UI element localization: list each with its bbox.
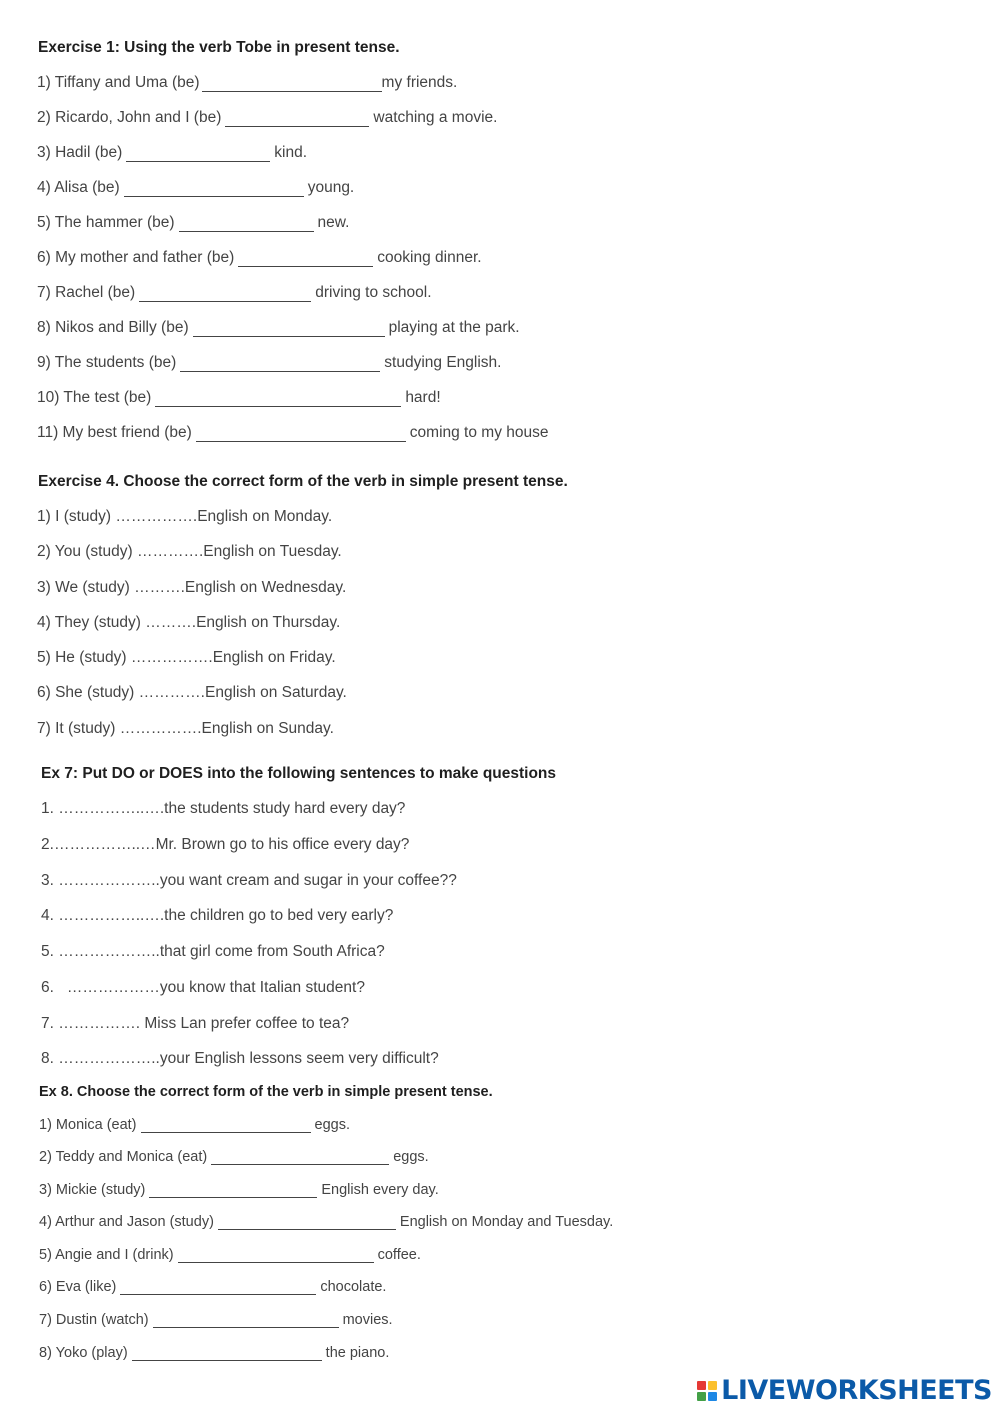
item-prompt: 2) Ricardo, John and I (be) [37, 109, 222, 126]
answer-blank[interactable] [211, 1150, 389, 1165]
item-continuation: the students study hard every day? [164, 800, 406, 817]
item-continuation: English on Wednesday. [184, 579, 347, 596]
answer-blank[interactable] [149, 1183, 317, 1198]
answer-blank[interactable] [225, 112, 369, 127]
item-continuation: English every day. [321, 1182, 439, 1198]
item-prompt: 7) Dustin (watch) [39, 1312, 149, 1328]
item-prompt: 4) They (study) [37, 614, 141, 631]
exercise-7-item [41, 872, 457, 890]
exercise-7-title: Ex 7: Put DO or DOES into the following sentences to make questions [41, 765, 557, 782]
item-prompt: 6) Eva (like) [39, 1279, 117, 1295]
answer-dots[interactable]: ……………..…. [58, 907, 165, 924]
exercise-1-item [37, 144, 307, 162]
exercise-7-item [41, 907, 393, 925]
answer-blank[interactable] [126, 147, 270, 162]
item-prompt: 3) Mickie (study) [39, 1182, 146, 1198]
item-continuation: studying English. [384, 354, 502, 371]
exercise-8-title: Ex 8. Choose the correct form of the verb in simple present tense. [39, 1084, 493, 1100]
item-continuation: English on Monday. [197, 508, 333, 525]
item-prompt: 5) Angie and I (drink) [39, 1247, 174, 1263]
exercise-1-item [37, 214, 349, 232]
item-prompt: 5) The hammer (be) [37, 214, 175, 231]
item-continuation: Mr. Brown go to his office every day? [155, 836, 410, 853]
item-continuation: that girl come from South Africa? [159, 943, 385, 960]
item-continuation: watching a movie. [373, 109, 498, 126]
item-continuation: English on Thursday. [196, 614, 341, 631]
exercise-4-title: Exercise 4. Choose the correct form of the verb in simple present tense. [38, 473, 568, 490]
exercise-8-item [39, 1279, 386, 1295]
exercise-4-item [37, 543, 342, 561]
item-continuation: your English lessons seem very difficult? [159, 1050, 439, 1067]
item-number: 6. [41, 979, 54, 996]
item-continuation: hard! [405, 389, 441, 406]
exercise-7-item [41, 1015, 349, 1033]
answer-dots[interactable]: ………. [134, 579, 185, 596]
item-continuation: you know that Italian student? [159, 979, 365, 996]
exercise-7-item [41, 836, 409, 854]
exercise-1-item [37, 354, 501, 372]
item-continuation: movies. [342, 1312, 393, 1328]
answer-dots[interactable]: ……………. [58, 1015, 141, 1032]
item-number: 7. [41, 1015, 54, 1032]
exercise-8-item [39, 1345, 389, 1361]
exercise-1-item [37, 284, 432, 302]
exercise-1-item [37, 389, 441, 407]
item-prompt: 1) Monica (eat) [39, 1117, 137, 1133]
item-prompt: 6) She (study) [37, 684, 135, 701]
answer-blank[interactable] [178, 1248, 374, 1263]
item-continuation: kind. [274, 144, 308, 161]
answer-dots[interactable]: ……………….. [58, 1050, 160, 1067]
item-continuation: driving to school. [315, 284, 432, 301]
logo-square [708, 1381, 717, 1390]
exercise-1-item [37, 424, 549, 442]
answer-blank[interactable] [180, 357, 380, 372]
answer-dots[interactable]: …………. [136, 543, 204, 560]
logo-square [697, 1392, 706, 1401]
item-continuation: new. [317, 214, 350, 231]
item-continuation: young. [307, 179, 355, 196]
item-continuation: cooking dinner. [377, 249, 482, 266]
item-prompt: 7) It (study) [37, 720, 116, 737]
item-continuation: English on Sunday. [201, 720, 334, 737]
item-continuation: coming to my house [409, 424, 549, 441]
exercise-1-item [37, 74, 457, 92]
exercise-4-item [37, 508, 332, 526]
answer-dots[interactable]: ……………. [119, 720, 202, 737]
answer-blank[interactable] [202, 77, 382, 92]
item-prompt: 5) He (study) [37, 649, 127, 666]
item-prompt: 3) We (study) [37, 579, 130, 596]
item-prompt: 1) I (study) [37, 508, 112, 525]
item-continuation: Miss Lan prefer coffee to tea? [144, 1015, 350, 1032]
answer-blank[interactable] [124, 182, 304, 197]
exercise-8-item [39, 1312, 393, 1328]
item-prompt: 6) My mother and father (be) [37, 249, 235, 266]
exercise-7-item [41, 979, 365, 997]
brand-name: LIVEWORKSHEETS [721, 1375, 992, 1406]
exercise-1-item [37, 179, 354, 197]
exercise-8-item [39, 1214, 613, 1230]
answer-dots[interactable]: ……………….. [58, 872, 160, 889]
item-number: 5. [41, 943, 54, 960]
item-continuation: my friends. [381, 74, 458, 91]
logo-grid-icon [697, 1381, 717, 1401]
exercise-8-item [39, 1247, 421, 1263]
answer-blank[interactable] [218, 1215, 396, 1230]
logo-square [708, 1392, 717, 1401]
item-continuation: English on Tuesday. [203, 543, 342, 560]
item-prompt: 8) Nikos and Billy (be) [37, 319, 189, 336]
exercise-1-item [37, 249, 482, 267]
answer-blank[interactable] [141, 1118, 311, 1133]
answer-blank[interactable] [153, 1313, 339, 1328]
item-number: 1. [41, 800, 54, 817]
item-continuation: you want cream and sugar in your coffee?? [159, 872, 457, 889]
item-number: 4. [41, 907, 54, 924]
item-continuation: eggs. [314, 1117, 350, 1133]
item-continuation: chocolate. [320, 1279, 387, 1295]
item-continuation: the piano. [325, 1345, 390, 1361]
item-continuation: the children go to bed very early? [164, 907, 394, 924]
exercise-1-item [37, 109, 497, 127]
answer-dots[interactable]: ……………. [115, 508, 198, 525]
item-prompt: 10) The test (be) [37, 389, 152, 406]
item-prompt: 9) The students (be) [37, 354, 177, 371]
item-continuation: coffee. [377, 1247, 421, 1263]
answer-blank[interactable] [120, 1280, 316, 1295]
exercise-1-item [37, 319, 520, 337]
item-prompt: 2) Teddy and Monica (eat) [39, 1149, 208, 1165]
answer-dots[interactable]: ……………..… [53, 836, 156, 853]
answer-dots[interactable]: ……………… [66, 979, 160, 996]
item-continuation: English on Saturday. [204, 684, 347, 701]
item-continuation: eggs. [393, 1149, 429, 1165]
item-prompt: 11) My best friend (be) [37, 424, 192, 441]
answer-blank[interactable] [196, 427, 406, 442]
answer-dots[interactable]: ………. [145, 614, 197, 631]
answer-dots[interactable]: …………. [138, 684, 205, 701]
exercise-4-item [37, 684, 347, 702]
answer-blank[interactable] [179, 217, 314, 232]
answer-dots[interactable]: ……………..…. [58, 800, 165, 817]
answer-blank[interactable] [132, 1346, 322, 1361]
item-prompt: 7) Rachel (be) [37, 284, 136, 301]
exercise-8-item [39, 1182, 439, 1198]
answer-blank[interactable] [238, 252, 373, 267]
answer-dots[interactable]: ……………. [130, 649, 213, 666]
item-prompt: 2) You (study) [37, 543, 133, 560]
logo-square [697, 1381, 706, 1390]
exercise-8-item [39, 1149, 429, 1165]
answer-blank[interactable] [193, 322, 385, 337]
liveworksheets-logo [697, 1375, 992, 1406]
item-number: 8. [41, 1050, 54, 1067]
exercise-4-item [37, 649, 336, 667]
exercise-1-title: Exercise 1: Using the verb Tobe in present tense. [38, 39, 400, 56]
item-number: 2. [41, 836, 54, 853]
item-prompt: 1) Tiffany and Uma (be) [37, 74, 200, 91]
exercise-4-item [37, 614, 340, 632]
item-continuation: English on Friday. [212, 649, 336, 666]
exercise-8-item [39, 1117, 350, 1133]
exercise-7-item [41, 800, 405, 818]
item-continuation: English on Monday and Tuesday. [399, 1214, 614, 1230]
exercise-7-item [41, 943, 385, 961]
answer-dots[interactable]: ……………….. [58, 943, 160, 960]
exercise-7-item [41, 1050, 439, 1068]
item-continuation: playing at the park. [388, 319, 520, 336]
item-prompt: 4) Arthur and Jason (study) [39, 1214, 214, 1230]
exercise-4-item [37, 579, 346, 597]
item-prompt: 4) Alisa (be) [37, 179, 120, 196]
exercise-4-item [37, 720, 334, 738]
answer-blank[interactable] [155, 392, 401, 407]
item-prompt: 3) Hadil (be) [37, 144, 123, 161]
item-prompt: 8) Yoko (play) [39, 1345, 128, 1361]
answer-blank[interactable] [139, 287, 311, 302]
item-number: 3. [41, 872, 54, 889]
